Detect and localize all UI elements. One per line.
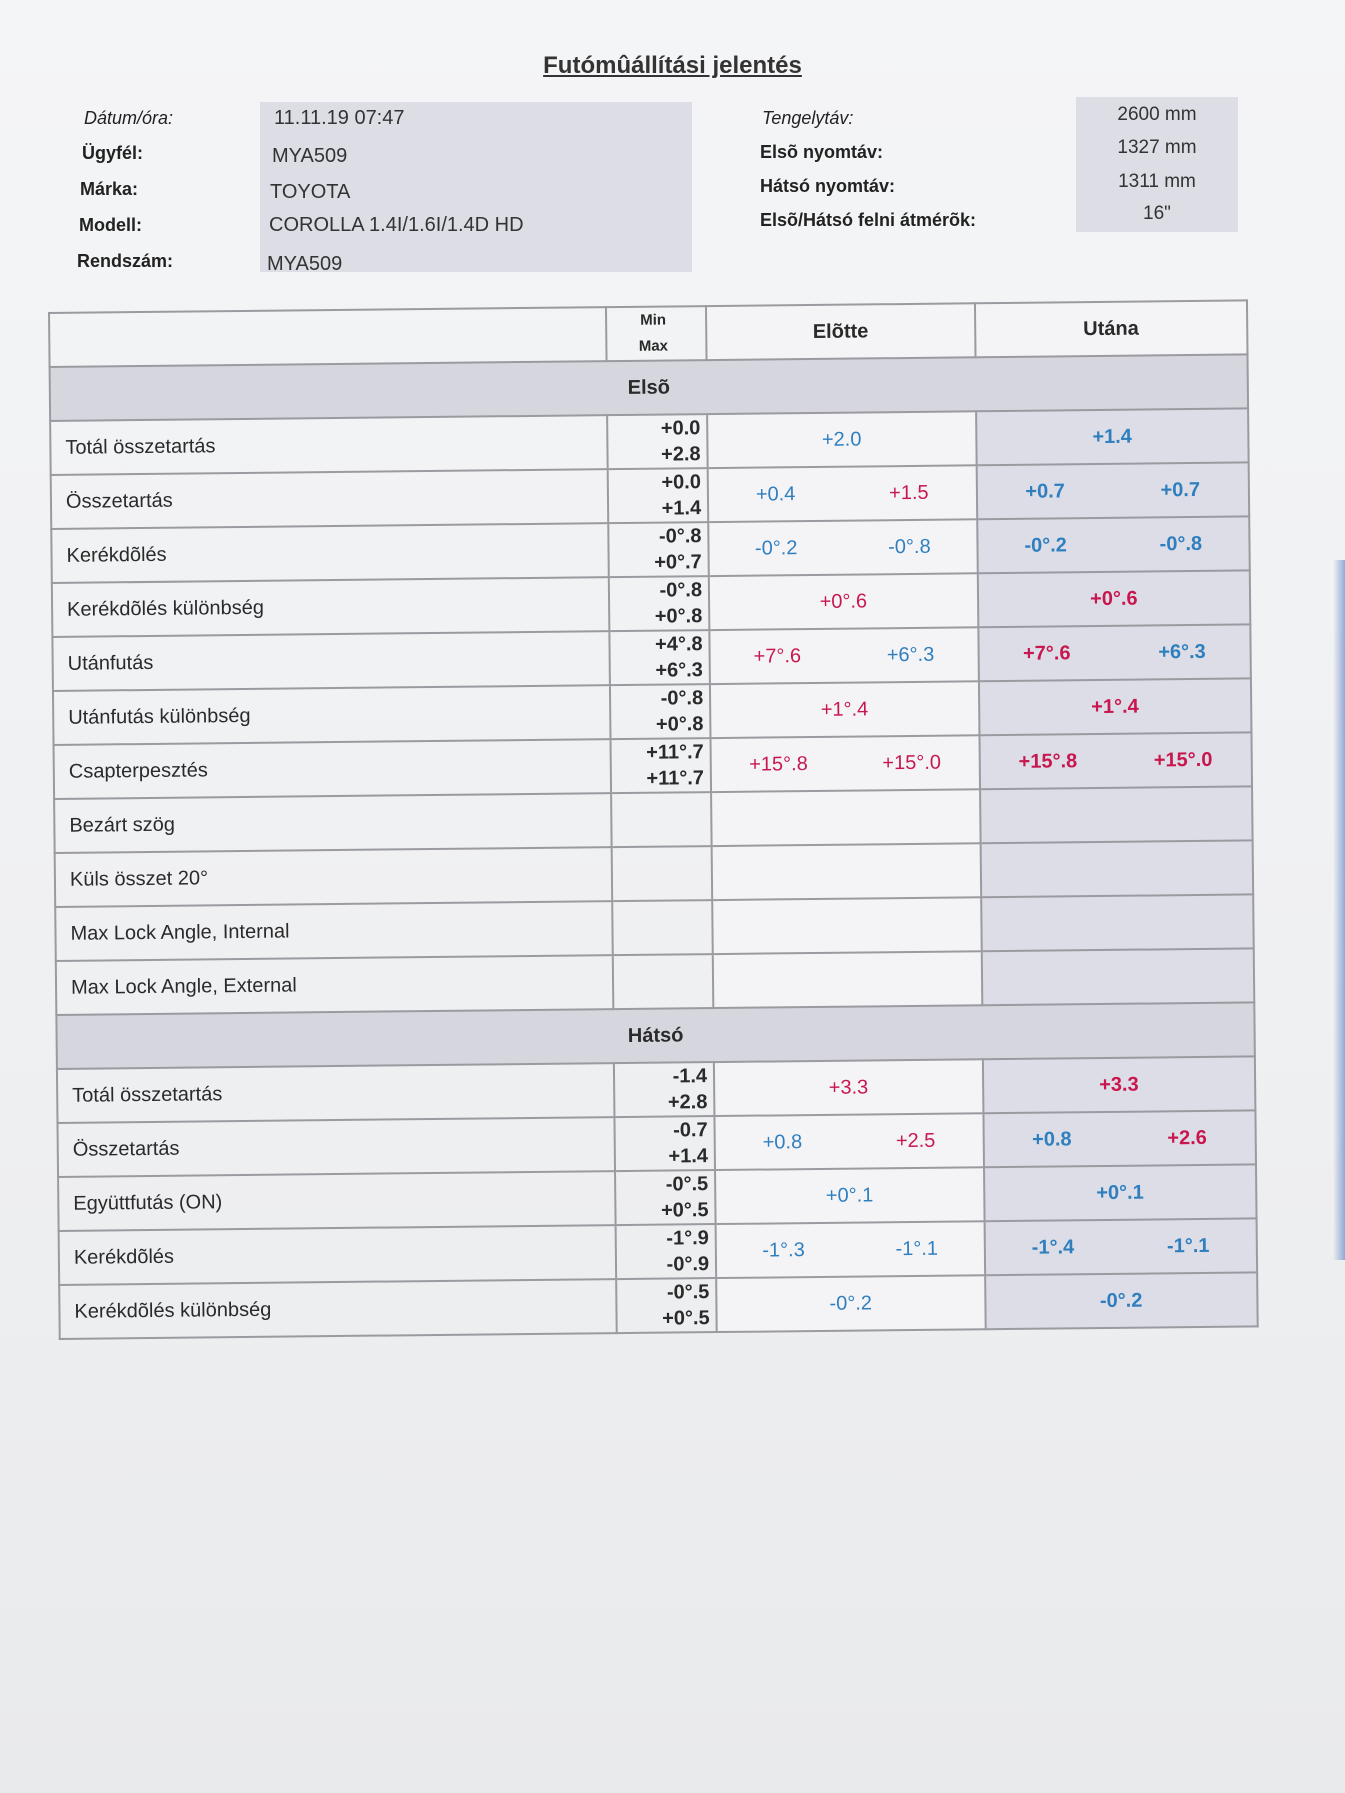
min-max-cell [612,900,713,955]
after-cell [984,1218,1257,1275]
min-value: -0°.8 [658,525,702,548]
alignment-table [48,299,1259,1340]
min-max-cell [616,1224,717,1279]
after-value: -1°.4 [1031,1235,1075,1259]
before-value: +0°.1 [825,1183,874,1207]
min-max-cell [610,738,711,793]
before-cell [708,465,977,522]
after-cell [982,1056,1255,1113]
before-cell [716,1221,985,1278]
min-max-cell [615,1170,716,1225]
after-value: +6°.3 [1158,640,1206,663]
wheelbase-label: Tengelytáv: [762,108,854,128]
rim-diameter-label: Elsõ/Hátsó felni átmérõk: [760,210,977,230]
max-value: +0°.5 [662,1307,710,1330]
max-value: +0°.5 [660,1199,709,1222]
after-cell [976,408,1249,465]
after-value: -0°.2 [1099,1289,1143,1312]
model-label: Modell: [79,215,142,235]
min-value: -0.7 [673,1119,708,1142]
before-value: +0.4 [755,482,796,506]
rim-diameter-value: 16" [1143,203,1171,224]
max-header: Max [638,337,669,355]
min-value: +0.0 [661,471,702,494]
min-value: +4°.8 [654,633,703,656]
section-heading: Hátsó [56,1002,1254,1069]
before-value: +0°.6 [819,589,868,613]
max-value: +2.8 [667,1091,708,1114]
measurement-label: Max Lock Angle, Internal [55,901,612,961]
measurement-label: Kerékdõlés [51,523,608,583]
customer-label: Ügyfél: [82,143,144,163]
rear-track-value: 1311 mm [1118,171,1196,192]
min-max-cell [609,576,710,631]
before-cell [708,519,977,576]
measurement-label: Együttfutás (ON) [58,1171,615,1231]
after-cell [978,678,1251,735]
max-value [612,819,704,820]
before-value: +1°.4 [820,697,869,721]
before-value: +0.8 [762,1130,803,1154]
after-cell [981,894,1254,951]
after-cell [984,1164,1257,1221]
table-row [59,1272,1257,1339]
before-value: -0°.2 [754,536,798,560]
before-cell [711,789,980,846]
measurement-label: Összetartás [51,469,608,529]
min-value: +11°.7 [646,741,704,764]
after-value: +0.7 [1025,479,1065,503]
date-value: 11.11.19 07:47 [274,107,405,129]
before-cell [709,573,978,630]
before-value: +15°.0 [882,751,942,774]
min-value: -0°.5 [665,1173,709,1196]
min-max-cell [616,1278,717,1333]
after-value: +2.6 [1167,1126,1207,1149]
measurement-label: Totál összetartás [57,1063,614,1123]
measurement-label: Kerékdõlés [59,1225,616,1285]
min-header: Min [640,311,667,329]
min-max-cell [610,684,711,739]
min-max-cell [609,630,710,685]
measurement-label: Utánfutás különbség [53,685,610,745]
before-cell [713,951,982,1008]
after-cell [979,732,1252,789]
measurement-label: Utánfutás [52,631,609,691]
measurement-label: Küls összet 20° [55,847,612,907]
before-value: -1°.1 [895,1237,939,1260]
after-cell [980,786,1253,843]
after-value: +15°.8 [1018,749,1078,773]
min-value: -0°.5 [666,1281,710,1304]
page-edge-shadow [1333,560,1345,1260]
max-value: +0°.8 [654,605,703,628]
after-cell [985,1272,1258,1329]
after-cell [980,840,1253,897]
before-cell [714,1059,983,1116]
front-track-value: 1327 mm [1117,137,1197,158]
max-value [613,873,705,874]
after-value: +7°.6 [1022,641,1071,665]
measurement-label: Összetartás [57,1117,614,1177]
min-value: -1.4 [672,1065,708,1088]
min-value [614,981,706,982]
after-value: +0°.6 [1089,587,1138,610]
before-cell [716,1275,985,1332]
after-value: +0°.1 [1096,1181,1144,1204]
max-value: +0°.8 [655,713,704,736]
customer-value: MYA509 [272,145,348,167]
min-max-cell [607,414,708,469]
rear-track-label: Hátsó nyomtáv: [760,176,896,196]
max-value [614,981,706,982]
after-value: +15°.0 [1153,748,1213,771]
before-value: +2.5 [895,1129,936,1152]
before-cell [712,897,981,954]
after-value: +1.4 [1092,425,1132,448]
after-value: +0.7 [1160,478,1201,501]
after-header: Utána [974,300,1247,357]
min-max-cell [608,468,709,523]
measurement-label: Bezárt szög [54,793,611,853]
min-value [612,819,704,820]
before-value: -1°.3 [762,1238,805,1262]
min-max-header [606,306,707,361]
min-value: -0°.8 [659,579,703,602]
after-cell [983,1110,1256,1167]
after-cell [977,516,1250,573]
before-cell [710,681,979,738]
plate-value: MYA509 [267,253,343,275]
before-cell [715,1167,984,1224]
before-cell [712,843,981,900]
min-max-cell [614,1116,715,1171]
before-cell [711,735,980,792]
max-value: +6°.3 [655,659,703,682]
measurement-label: Kerékdõlés különbség [59,1279,616,1339]
model-value: COROLLA 1.4I/1.6I/1.4D HD [269,214,524,236]
max-value [613,927,705,928]
before-value: -0°.8 [888,535,931,558]
max-value: +0°.7 [654,551,702,574]
measurement-label: Kerékdõlés különbség [52,577,609,637]
front-track-label: Elsõ nyomtáv: [760,142,884,162]
min-max-cell [611,792,712,847]
date-label: Dátum/óra: [84,108,174,128]
report-title: Futómûállítási jelentés [543,52,802,79]
after-cell [981,948,1254,1005]
after-cell [976,462,1249,519]
max-value: +2.8 [661,443,701,466]
brand-value: TOYOTA [270,181,351,203]
max-value: +11°.7 [646,767,705,790]
wheelbase-value: 2600 mm [1117,104,1197,125]
measurement-label: Csapterpesztés [54,739,611,799]
before-value: +1.5 [888,481,929,504]
max-value: -0°.9 [666,1253,710,1276]
min-max-cell [608,522,709,577]
before-header: Elõtte [706,303,975,360]
min-value [613,873,705,874]
before-value: +7°.6 [753,644,802,668]
min-value: -1°.9 [666,1227,709,1250]
before-value: +15°.8 [749,752,808,776]
section-heading: Elsõ [50,354,1248,421]
before-cell [709,627,978,684]
before-cell [715,1113,984,1170]
after-value: -1°.1 [1166,1234,1210,1257]
min-value: +0.0 [660,417,701,440]
min-max-cell [612,846,713,901]
before-value: +3.3 [828,1075,869,1099]
after-cell [977,570,1250,627]
header-empty-cell [49,307,606,367]
before-value: +2.0 [821,427,862,451]
after-value: +0.8 [1031,1127,1072,1151]
plate-label: Rendszám: [77,251,174,271]
measurement-label: Totál összetartás [50,415,607,475]
after-value: +1°.4 [1091,695,1139,718]
measurement-label: Max Lock Angle, External [56,955,613,1015]
before-value: -0°.2 [829,1291,873,1315]
after-value: -0°.8 [1159,532,1203,555]
after-value: +3.3 [1099,1073,1139,1096]
min-value: -0°.8 [660,687,704,710]
brand-label: Márka: [80,179,139,199]
max-value: +1.4 [661,497,702,520]
before-cell [707,411,976,468]
max-value: +1.4 [668,1145,709,1168]
after-cell [978,624,1251,681]
min-value [613,927,705,928]
before-value: +6°.3 [886,643,935,666]
min-max-cell [614,1062,715,1117]
after-value: -0°.2 [1024,533,1067,557]
min-max-cell [613,954,714,1009]
